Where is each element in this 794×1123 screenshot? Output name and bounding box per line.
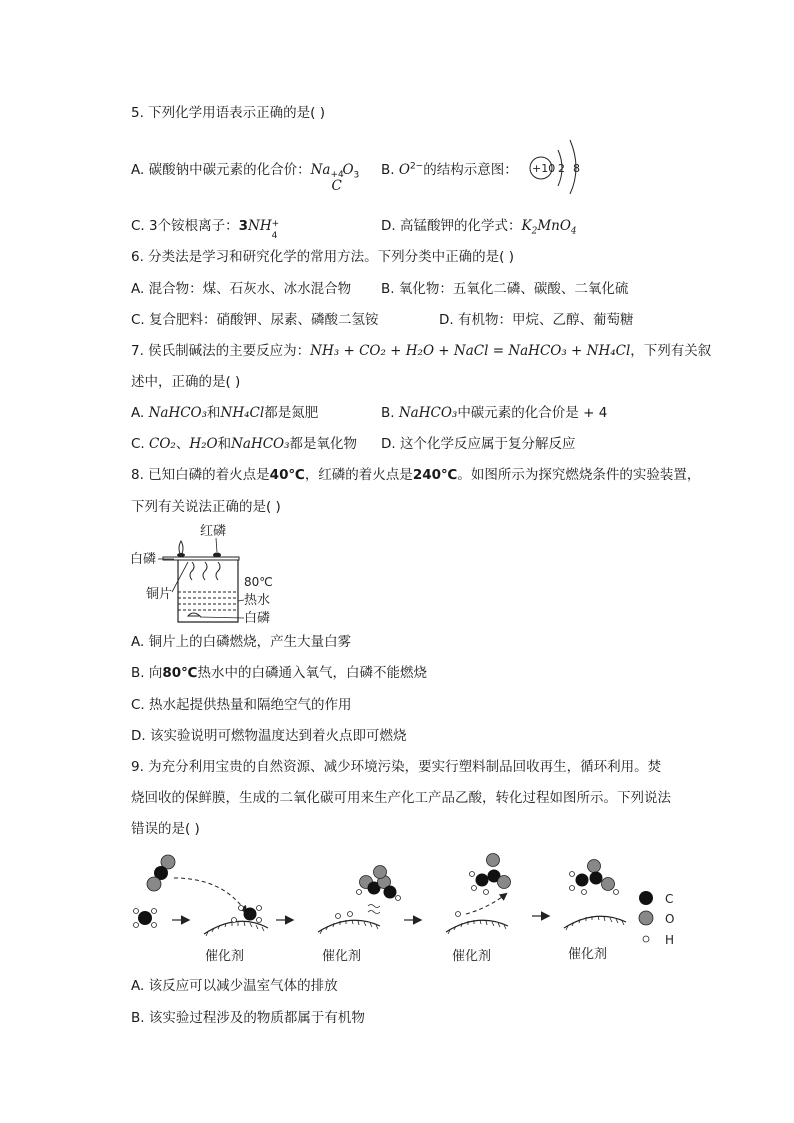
legend-hydrogen-label: H (665, 933, 675, 947)
q7-b-label: B. (381, 405, 399, 421)
q5-d-sub1: 2 (531, 226, 538, 237)
q5-option-b-label: B. (381, 162, 399, 178)
label-white-phosphorus: 白磷 (130, 552, 157, 567)
q7-a-f1: NaHCO₃ (148, 405, 208, 421)
q7-a-f2: NH₄Cl (220, 405, 265, 421)
q5-a-c: C (331, 178, 342, 194)
legend-carbon-swatch (639, 891, 653, 905)
q5-b-o: O (398, 162, 410, 178)
q7-option-b (381, 403, 607, 423)
q7-equation: NH₃ + CO₂ + H₂O + NaCl = NaHCO₃ + NH₄Cl (310, 343, 631, 359)
q9-option-b: B. 该实验过程涉及的物质都属于有机物 (131, 1010, 365, 1026)
q6-option-a: A. 混合物：煤、石灰水、冰水混合物 (131, 281, 352, 297)
q5-b-shell-2: 8 (573, 162, 580, 175)
q8-t1: 40℃ (269, 467, 305, 483)
q5-d-mno: MnO (537, 218, 571, 234)
q8-option-a: A. 铜片上的白磷燃烧，产生大量白雾 (131, 634, 352, 650)
q8-option-c: C. 热水起提供热量和隔绝空气的作用 (131, 697, 352, 713)
catalyst-label-4: 催化剂 (568, 947, 608, 962)
q7-option-c (131, 434, 357, 454)
intermediate-molecule-1 (357, 866, 401, 901)
catalytic-conversion-diagram (128, 848, 688, 968)
q8-stem-line1 (131, 465, 700, 485)
q5-d-text: D. 高锰酸钾的化学式： (381, 218, 522, 234)
label-copper-sheet: 铜片 (146, 587, 173, 602)
q8-option-b (131, 663, 427, 683)
q5-option-c (131, 216, 280, 241)
q6-stem: 6. 分类法是学习和研究化学的常用方法。下列分类中正确的是( ) (131, 249, 514, 265)
q7-stem-post: ，下列有关叙 (630, 343, 712, 359)
catalyst-label-2: 催化剂 (322, 949, 362, 964)
q7-c-f2: H₂O (189, 436, 218, 452)
q5-b-nucleus: +10 (532, 162, 556, 175)
q7-c-f1: CO₂ (149, 436, 176, 452)
q5-a-na: Na (310, 162, 331, 178)
q5-c-sup: + (271, 219, 280, 229)
q8-option-d: D. 该实验说明可燃物温度达到着火点即可燃烧 (131, 728, 407, 744)
catalyst-label-3: 催化剂 (452, 949, 492, 964)
legend-hydrogen-swatch (643, 936, 649, 942)
oxygen-ion-structure-diagram (522, 134, 592, 194)
q7-stem-line1 (131, 341, 711, 361)
q7-b-f: NaHCO₃ (398, 405, 458, 421)
label-temperature: 80℃ (244, 575, 273, 589)
q8-b-temp: 80℃ (162, 665, 198, 681)
ch4-molecule (134, 909, 157, 928)
q8-stem-c: 。如图所示为探究燃烧条件的实验装置， (457, 467, 701, 483)
q9-option-a: A. 该反应可以减少温室气体的排放 (131, 978, 338, 994)
q8-stem-line2: 下列有关说法正确的是( ) (131, 499, 281, 515)
catalyst-label-1: 催化剂 (205, 949, 245, 964)
q8-t2: 240℃ (412, 467, 458, 483)
q7-option-d: D. 这个化学反应属于复分解反应 (381, 436, 576, 452)
combustion-experiment-diagram (128, 522, 288, 630)
co2-molecule (147, 855, 175, 891)
q6-option-b: B. 氧化物：五氧化二磷、碳酸、二氧化硫 (381, 281, 629, 297)
q5-d-sub2: 4 (570, 226, 577, 237)
label-red-phosphorus: 红磷 (200, 524, 227, 539)
label-white-phosphorus-water: 白磷 (244, 611, 271, 626)
q7-c-post: 都是氧化物 (289, 436, 358, 452)
q6-option-d: D. 有机物：甲烷、乙醇、葡萄糖 (439, 312, 634, 328)
q7-c-mid: 和 (217, 436, 232, 452)
q7-stem-pre: 7. 侯氏制碱法的主要反应为： (131, 343, 311, 359)
q5-c-coef: 3 (238, 218, 249, 234)
q7-a-post: 都是氮肥 (264, 405, 319, 421)
q7-c-f3: NaHCO₃ (231, 436, 290, 452)
q5-stem: 5. 下列化学用语表示正确的是( ) (131, 105, 325, 121)
q5-a-o: O (342, 162, 354, 178)
q7-a-mid: 和 (207, 405, 221, 421)
q8-stem-a: 8. 已知白磷的着火点是 (131, 467, 270, 483)
q5-a-valence: +4 (330, 170, 344, 180)
q7-c-sep: 、 (175, 436, 190, 452)
q9-stem-line2: 烧回收的保鲜膜，生成的二氧化碳可用来生产化工产品乙酸，转化过程如图所示。下列说法 (131, 790, 671, 806)
legend-oxygen-swatch (639, 911, 653, 925)
acetic-acid-molecule (570, 860, 619, 895)
q5-option-a-text: A. 碳酸钠中碳元素的化合价： (131, 162, 311, 178)
q6-option-c: C. 复合肥料：硝酸钾、尿素、磷酸二氢铵 (131, 312, 379, 328)
adsorbed-ch4 (239, 906, 262, 923)
legend-carbon-label: C (665, 892, 674, 906)
q9-stem-line1: 9. 为充分利用宝贵的自然资源、减少环境污染，要实行塑料制品回收再生，循环利用。焚 (131, 759, 662, 775)
q5-b-charge: 2− (409, 161, 424, 172)
legend-oxygen-label: O (665, 912, 675, 926)
q7-b-post: 中碳元素的化合价是 + 4 (457, 405, 608, 421)
q5-d-k: K (521, 218, 532, 234)
q8-b-pre: B. 向 (131, 665, 163, 681)
q9-stem-line3: 错误的是( ) (131, 821, 200, 837)
q7-stem-line2: 述中，正确的是( ) (131, 374, 241, 390)
q5-option-b (381, 160, 518, 180)
q5-option-a (131, 160, 360, 194)
q5-c-text: C. 3个铵根离子： (131, 218, 239, 234)
q5-option-d (381, 216, 577, 236)
q5-b-shell-1: 2 (558, 162, 565, 175)
q8-b-post: 热水中的白磷通入氧气，白磷不能燃烧 (197, 665, 427, 681)
q7-c-label: C. (131, 436, 150, 452)
q5-b-text: 的结构示意图： (423, 162, 518, 178)
q5-a-o-sub: 3 (353, 170, 360, 181)
q7-a-label: A. (131, 405, 149, 421)
atom-legend (639, 891, 674, 947)
label-hot-water: 热水 (244, 593, 271, 608)
q8-stem-b: ，红磷的着火点是 (304, 467, 413, 483)
q5-c-nh: NH (248, 218, 272, 234)
q5-c-sub: 4 (271, 231, 278, 241)
q7-option-a (131, 403, 318, 423)
intermediate-molecule-2 (470, 854, 511, 895)
